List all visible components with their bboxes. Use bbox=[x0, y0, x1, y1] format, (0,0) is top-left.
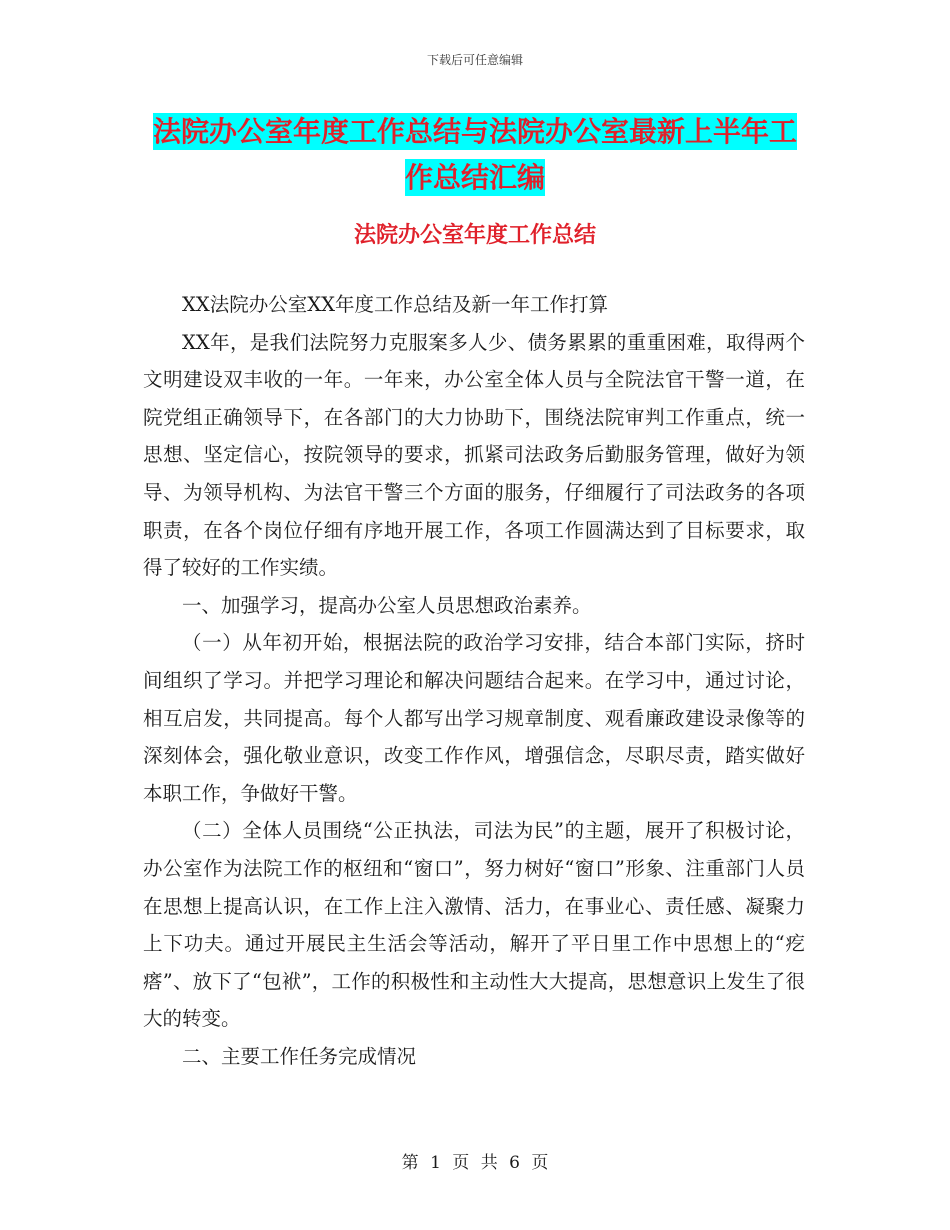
header-note: 下载后可任意编辑 bbox=[426, 53, 523, 67]
paragraph-section-heading: 二、主要工作任务完成情况 bbox=[182, 1044, 417, 1068]
paragraph: （二）全体人员围绕“公正执法，司法为民”的主题，展开了积极讨论，办公室作为法院工作的枢纽和“窗口”，努力树好“窗口”形象、注重部门人员在思想上提高认识，在工作上注入激情、活力，在事业心、责任感、凝聚力上下功夫。通过开展民主生活会等活动，解开了平日里工作中思想上的“疙瘩”、放下了“包袱”，工作的积极性和主动性大大提高，思想意识上发生了很大的转变。 bbox=[143, 819, 805, 1031]
page-number-footer: 第 1 页 共 6 页 bbox=[401, 1153, 549, 1173]
paragraph-section-heading: 一、加强学习，提高办公室人员思想政治素养。 bbox=[182, 593, 592, 617]
title-line-1: 法院办公室年度工作总结与法院办公室最新上半年工 bbox=[152, 115, 797, 148]
paragraph: XX年，是我们法院努力克服案多人少、债务累累的重重困难，取得两个文明建设双丰收的一年。一年来，办公室全体人员与全院法官干警一道，在院党组正确领导下，在各部门的大力协助下，围绕法院审判工作重点，统一思想、坚定信心，按院领导的要求，抓紧司法政务后勤服务管理，做好为领导、为领导机构、为法官干警三个方面的服务，仔细履行了司法政务的各项职责，在各个岗位仔细有序地开展工作，各项工作圆满达到了目标要求，取得了较好的工作实绩。 bbox=[143, 330, 805, 580]
paragraph-heading: XX法院办公室XX年度工作总结及新一年工作打算 bbox=[182, 293, 609, 316]
paragraph: （一）从年初开始，根据法院的政治学习安排，结合本部门实际，挤时间组织了学习。并把学习理论和解决问题结合起来。在学习中，通过讨论，相互启发，共同提高。每个人都写出学习规章制度、观看廉政建设录像等的深刻体会，强化敬业意识，改变工作作风，增强信念，尽职尽责，踏实做好本职工作，争做好干警。 bbox=[143, 631, 805, 805]
document-title bbox=[0, 109, 950, 201]
document-body bbox=[143, 286, 805, 1075]
title-line-2: 作总结汇编 bbox=[404, 161, 545, 194]
section-title: 法院办公室年度工作总结 bbox=[353, 223, 596, 248]
